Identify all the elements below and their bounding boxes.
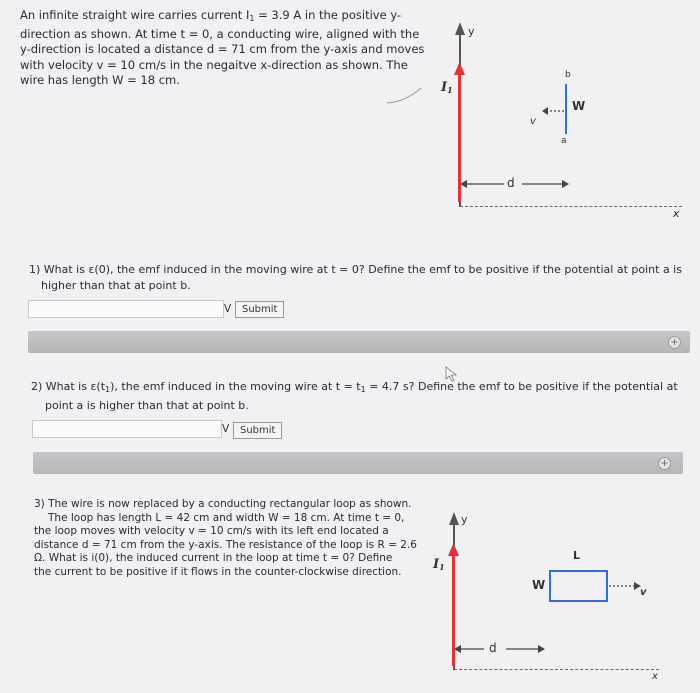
answer-input-1[interactable] <box>28 300 224 318</box>
pen-mark <box>385 86 425 106</box>
conducting-loop <box>549 570 608 602</box>
length-label: L <box>573 549 581 562</box>
velocity-arrow <box>542 104 566 118</box>
cursor-icon <box>445 366 459 382</box>
hint-bar-2[interactable] <box>33 452 683 474</box>
velocity-label: v <box>530 116 536 127</box>
distance-label: d <box>489 641 497 655</box>
point-b-label: b <box>565 70 571 80</box>
x-axis-label: x <box>652 671 658 682</box>
y-axis-arrow <box>448 512 460 526</box>
hint-bar-1[interactable] <box>28 331 690 353</box>
unit-label-2: V <box>222 423 230 435</box>
current-arrow <box>453 62 466 76</box>
unit-label-1: V <box>224 303 232 315</box>
x-axis <box>454 669 659 670</box>
question-3-text: 3) The wire is now replaced by a conducting rectangular loop as shown. The loop has length L = 42 cm and width W = 18 cm. At time t = 0, the loop moves with velocity v = 10 cm/s with its left end located a distance d = 71 cm from the y-axis. The resistance of the loop is R = 2.6 Ω. What is i(0), the induced current in the loop at time t = 0? Define the current to be positive if it flows in the counter-clockwise direction. <box>34 498 417 578</box>
question-1-text: 1) What is ε(0), the emf induced in the moving wire at t = 0? Define the emf to be positive if the potential at point a is higher than that at point b. <box>29 263 682 292</box>
expand-icon[interactable]: + <box>668 336 681 349</box>
y-axis-arrow <box>454 22 466 36</box>
distance-arrows <box>454 643 546 655</box>
expand-icon[interactable]: + <box>658 457 671 470</box>
answer-input-2[interactable] <box>32 420 222 438</box>
width-label: W <box>532 578 546 592</box>
submit-button-2[interactable]: Submit <box>233 422 282 439</box>
current-label: $I_1$ <box>441 80 453 95</box>
velocity-arrow <box>608 580 642 594</box>
x-axis-label: x <box>673 207 680 220</box>
question-2-text: 2) What is $\varepsilon(t_1)$, the emf induced in the moving wire at $t = t_1 = 4.7$ s? Define the emf to be positive if the potential at point a is higher than that at point b. <box>31 380 678 412</box>
x-axis <box>460 206 682 207</box>
intro-text: An infinite straight wire carries current $I_1 = 3.9$ A in the positive y- direction as shown. At time t = 0, a conducting wire, aligned with the y-direction is located a distance d = 71 cm from the y-axis and moves with velocity v = 10 cm/s in the negaitve x-direction as shown. The wire has length W = 18 cm. <box>20 8 425 87</box>
distance-label: d <box>507 176 515 190</box>
velocity-label: v <box>640 587 647 598</box>
width-label: W <box>572 99 586 113</box>
current-label: $I_1$ <box>433 557 445 572</box>
current-arrow <box>447 543 460 557</box>
submit-button-1[interactable]: Submit <box>235 301 284 318</box>
y-axis-label: y <box>468 25 475 38</box>
distance-arrows <box>460 178 570 190</box>
point-a-label: a <box>561 136 567 146</box>
y-axis-label: y <box>461 513 468 526</box>
